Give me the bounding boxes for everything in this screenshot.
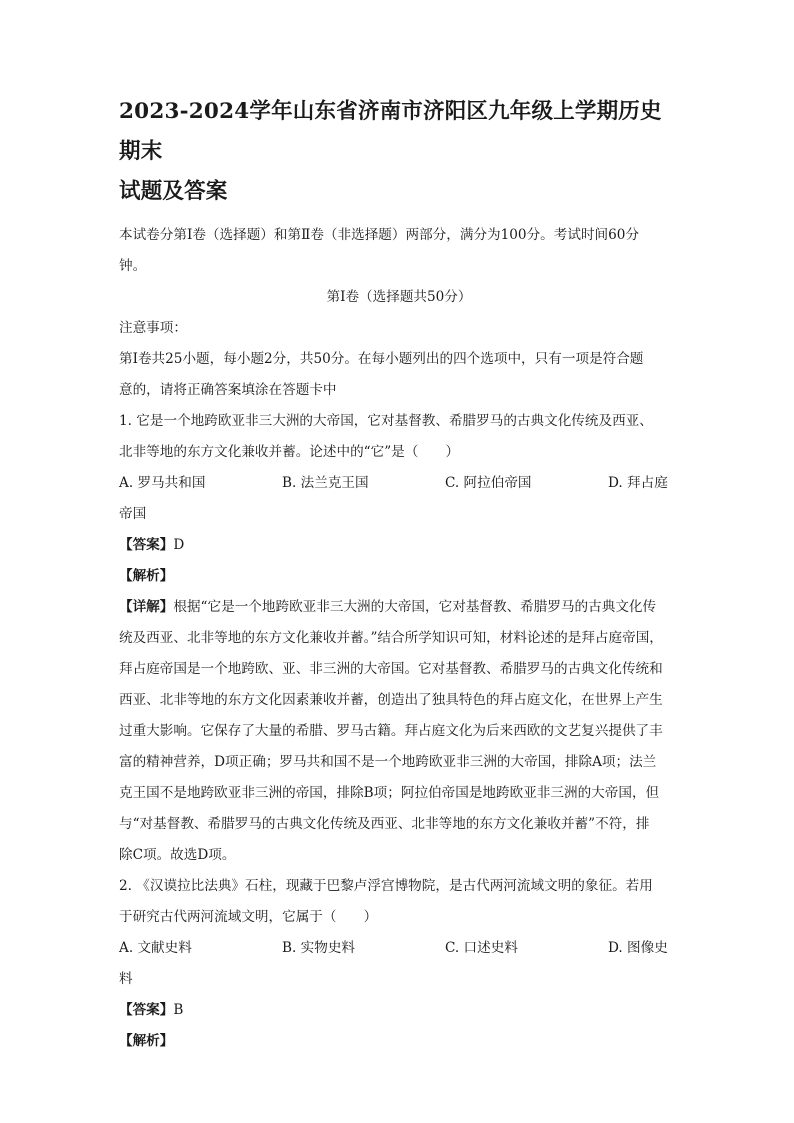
detail-tag: 【详解】 <box>119 599 174 615</box>
q2-option-d: D. 图像史 <box>608 940 668 956</box>
q1-option-d: D. 拜占庭 <box>608 475 668 491</box>
q1-detail-line-1: 统及西亚、北非等地的东方文化兼收并蓄。”结合所学知识可知，材料论述的是拜占庭帝国， <box>119 630 663 646</box>
answer-tag: 【答案】 <box>119 1002 174 1018</box>
q1-stem-line-2: 北非等地的东方文化兼收并蓄。论述中的“它”是（ ） <box>119 444 460 460</box>
answer-tag: 【答案】 <box>119 537 174 553</box>
q1-detail-line-5: 富的精神营养，D项正确；罗马共和国不是一个地跨欧亚非三洲的大帝国，排除A项；法兰 <box>119 754 657 770</box>
q1-option-a: A. 罗马共和国 <box>119 475 206 491</box>
q1-detail-line-8: 除C项。故选D项。 <box>119 847 236 863</box>
notice-line-1: 第Ⅰ卷共25小题，每小题2分，共50分。在每小题列出的四个选项中，只有一项是符合题 <box>119 351 644 367</box>
q1-answer <box>119 530 679 561</box>
title-line-1: 2023-2024学年山东省济南市济阳区九年级上学期历史期末 <box>119 99 662 164</box>
intro-line-2: 钟。 <box>119 258 147 274</box>
q1-stem-line-1: 1. 它是一个地跨欧亚非三大洲的大帝国，它对基督教、希腊罗马的古典文化传统及西亚、 <box>119 413 653 429</box>
q2-stem-line-2: 于研究古代两河流域文明，它属于（ ） <box>119 909 378 925</box>
document-title <box>119 92 679 212</box>
q1-option-d-wrap: 帝国 <box>119 506 147 522</box>
analysis-tag: 【解析】 <box>119 1033 174 1049</box>
q1-options <box>119 468 679 499</box>
q1-detail-line-0 <box>119 592 679 623</box>
q1-detail-line-6: 克王国不是地跨欧亚非三洲的帝国，排除B项；阿拉伯帝国是地跨欧亚非三洲的大帝国，但 <box>119 785 660 801</box>
q2-analysis <box>119 1026 679 1057</box>
section-heading: 第Ⅰ卷（选择题共50分） <box>326 289 472 305</box>
analysis-tag: 【解析】 <box>119 568 174 584</box>
q1-option-c: C. 阿拉伯帝国 <box>445 475 532 491</box>
q1-analysis <box>119 561 679 592</box>
q1-detail-line-3: 西亚、北非等地的东方文化因素兼收并蓄，创造出了独具特色的拜占庭文化，在世界上产生 <box>119 692 663 708</box>
intro-line-1: 本试卷分第Ⅰ卷（选择题）和第Ⅱ卷（非选择题）两部分，满分为100分。考试时间60分 <box>119 227 640 243</box>
q1-detail-line-4: 过重大影响。它保存了大量的希腊、罗马古籍。拜占庭文化为后来西欧的文艺复兴提供了丰 <box>119 723 663 739</box>
q2-option-b: B. 实物史料 <box>282 940 356 956</box>
notice-line-2: 意的，请将正确答案填涂在答题卡中 <box>119 382 337 398</box>
q1-option-b: B. 法兰克王国 <box>282 475 369 491</box>
q2-stem-line-1: 2. 《汉谟拉比法典》石柱，现藏于巴黎卢浮宫博物院，是古代两河流域文明的象征。若用 <box>119 878 653 894</box>
q1-detail-text-0: 根据“它是一个地跨欧亚非三大洲的大帝国，它对基督教、希腊罗马的古典文化传 <box>173 599 657 615</box>
q2-option-d-wrap: 料 <box>119 971 133 987</box>
q2-options <box>119 933 679 964</box>
q1-detail-line-7: 与“对基督教、希腊罗马的古典文化传统及西亚、北非等地的东方文化兼收并蓄”不符，排 <box>119 816 650 832</box>
q2-answer-value: B <box>173 1002 184 1018</box>
q2-option-c: C. 口述史料 <box>445 940 518 956</box>
q1-detail-line-2: 拜占庭帝国是一个地跨欧、亚、非三洲的大帝国。它对基督教、希腊罗马的古典文化传统和 <box>119 661 663 677</box>
title-line-2: 试题及答案 <box>119 179 228 204</box>
q1-answer-value: D <box>173 537 185 553</box>
q2-answer <box>119 995 679 1026</box>
document-page <box>119 92 679 1057</box>
notice-heading: 注意事项： <box>119 320 187 336</box>
q2-option-a: A. 文献史料 <box>119 940 192 956</box>
